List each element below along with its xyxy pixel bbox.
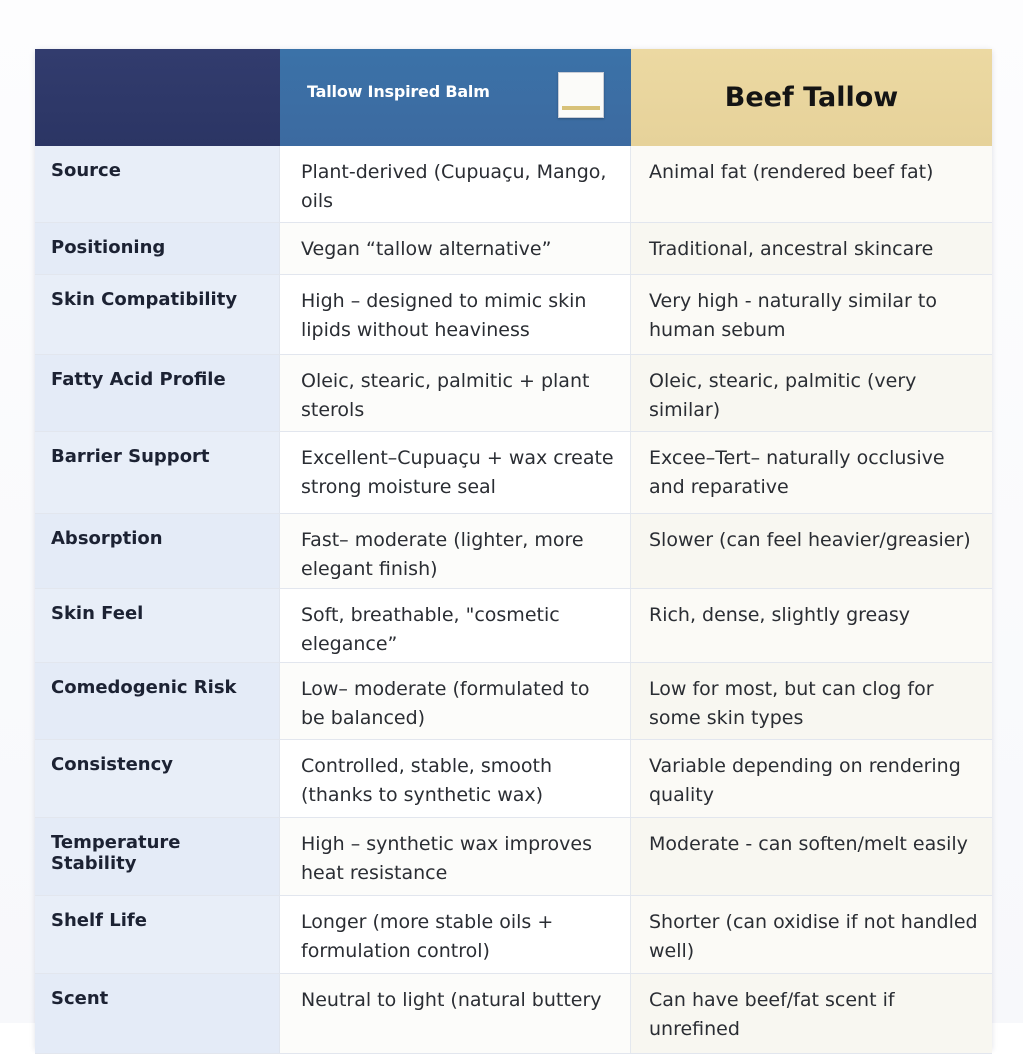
row-label: Consistency [35,740,280,817]
row-label: Temperature Stability [35,818,280,895]
table-row [35,589,992,663]
balm-value: Controlled, stable, smooth (thanks to synthetic wax) [280,740,631,817]
balm-value: Fast– moderate (lighter, more elegant finish) [280,514,631,588]
tallow-value: Excee–Tert– naturally occlusive and reparative [631,432,992,513]
table-row [35,514,992,589]
table-row [35,663,992,740]
row-label: Source [35,146,280,222]
table-header-row [35,49,992,146]
tallow-value: Moderate - can soften/melt easily [631,818,992,895]
header-tallow-cell [631,49,992,146]
table-row [35,146,992,223]
header-corner-cell [35,49,280,146]
balm-value: Excellent–Cupuaçu + wax create strong moisture seal [280,432,631,513]
tallow-value: Rich, dense, slightly greasy [631,589,992,662]
tallow-value: Low for most, but can clog for some skin types [631,663,992,739]
tallow-value: Slower (can feel heavier/greasier) [631,514,992,588]
tallow-value: Variable depending on rendering quality [631,740,992,817]
row-label: Comedogenic Risk [35,663,280,739]
tallow-value: Very high - naturally similar to human sebum [631,275,992,354]
comparison-table [35,49,992,1049]
table-row [35,896,992,974]
balm-value: Low– moderate (formulated to be balanced) [280,663,631,739]
table-row [35,275,992,355]
tallow-value: Can have beef/fat scent if unrefined [631,974,992,1053]
balm-value: Plant-derived (Cupuaçu, Mango, oils [280,146,631,222]
balm-value: High – designed to mimic skin lipids without heaviness [280,275,631,354]
product-image-icon [558,72,604,118]
balm-value: High – synthetic wax improves heat resistance [280,818,631,895]
tallow-value: Traditional, ancestral skincare [631,223,992,274]
table-row [35,223,992,275]
table-row [35,974,992,1054]
table-row [35,432,992,514]
tallow-value: Shorter (can oxidise if not handled well) [631,896,992,973]
tallow-value: Oleic, stearic, palmitic (very similar) [631,355,992,431]
balm-value: Vegan “tallow alternative” [280,223,631,274]
table-row [35,740,992,818]
header-balm-cell [280,49,631,146]
row-label: Skin Feel [35,589,280,662]
table-row [35,355,992,432]
header-tallow-title: Beef Tallow [724,82,899,113]
row-label: Scent [35,974,280,1053]
balm-value: Longer (more stable oils + formulation control) [280,896,631,973]
balm-value: Soft, breathable, "cosmetic elegance” [280,589,631,662]
row-label: Fatty Acid Profile [35,355,280,431]
tallow-value: Animal fat (rendered beef fat) [631,146,992,222]
row-label: Skin Compatibility [35,275,280,354]
table-row [35,818,992,896]
header-balm-title: Tallow Inspired Balm [307,81,490,101]
balm-value: Neutral to light (natural buttery [280,974,631,1053]
row-label: Shelf Life [35,896,280,973]
balm-value: Oleic, stearic, palmitic + plant sterols [280,355,631,431]
row-label: Barrier Support [35,432,280,513]
row-label: Positioning [35,223,280,274]
row-label: Absorption [35,514,280,588]
